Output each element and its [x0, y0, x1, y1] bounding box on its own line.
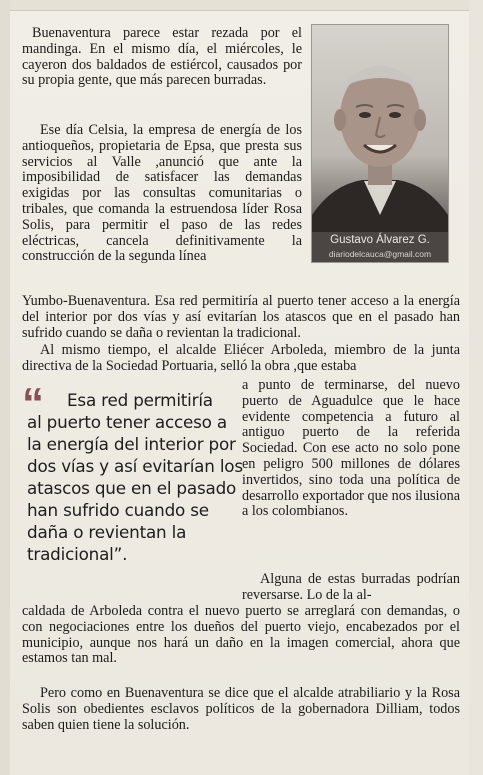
paragraph-reversal: Alguna de estas burradas podrían reversarse. Lo de la al- — [242, 571, 460, 603]
paragraph-intro: Buenaventura parece estar rezada por el mandinga. En el mismo día, el miércoles, le cayeron dos baldados de estiércol, causados por su propia gente, que más parecen burradas. — [22, 25, 302, 89]
author-name: Gustavo Álvarez G. — [330, 234, 430, 246]
pull-quote — [27, 389, 245, 565]
top-edge — [0, 0, 483, 11]
paragraph-arboleda: Al mismo tiempo, el alcalde Eliécer Arboleda, miembro de la junta directiva de la Sociedad Portuaria, selló la obra ,que estaba — [22, 342, 460, 374]
pull-quote-body: al puerto tener acceso a la energía del interior por dos vías y así evitarían los atascos que en el pasado han sufrido cuando se daña o revientan la tradicional”. — [27, 412, 243, 564]
paragraph-closing: Pero como en Buenaventura se dice que el alcalde atrabiliario y la Rosa Solis son obedientes esclavos políticos de la gobernadora Dilliam, todos saben quien tiene la solución. — [22, 685, 460, 733]
paragraph-arboleda-continued: a punto de terminarse, del nuevo puerto de Aguadulce que le hace evidente competencia a futuro al antiguo puerto de la referida Sociedad. Con ese acto no solo pone en peligro 500 millones de dólares invertidos, sino toda una política de desarrollo exportador que nos ilusiona a los colombianos. — [242, 377, 460, 520]
photo-caption — [312, 232, 448, 262]
paragraph-celsia: Ese día Celsia, la empresa de energía de los antioqueños, propietaria de Epsa, que presta sus servicios al Valle ,anunció que ante la imposibilidad de satisfacer las demandas exigidas por las consultas comunitarias o tribales, que comanda la estruendosa líder Rosa Solis, para permitir el paso de las redes eléctricas, cancela definitivamente la construcción de la segunda línea — [22, 122, 302, 265]
paragraph-celsia-continued: Yumbo-Buenaventura. Esa red permitiría al puerto tener acceso a la energía del interior por dos vías y así evitarían los atascos que en el pasado han sufrido cuando se daña o revientan la tradicional. — [22, 293, 460, 341]
paragraph-reversal-continued: caldada de Arboleda contra el nuevo puerto se arreglará con demandas, o con negociaciones entre los dueños del puerto viejo, encabezados por el municipio, aunque nos hará un daño en la imagen comercial, ahora que estamos tan mal. — [22, 603, 460, 667]
author-photo — [311, 24, 449, 263]
author-portrait-image — [312, 25, 448, 262]
quote-mark-icon: “ — [22, 379, 38, 428]
left-margin — [0, 0, 10, 775]
right-margin — [469, 0, 483, 775]
pull-quote-first-line: Esa red permitiría — [67, 390, 213, 410]
author-email: diariodelcauca@gmail.com — [328, 249, 432, 259]
